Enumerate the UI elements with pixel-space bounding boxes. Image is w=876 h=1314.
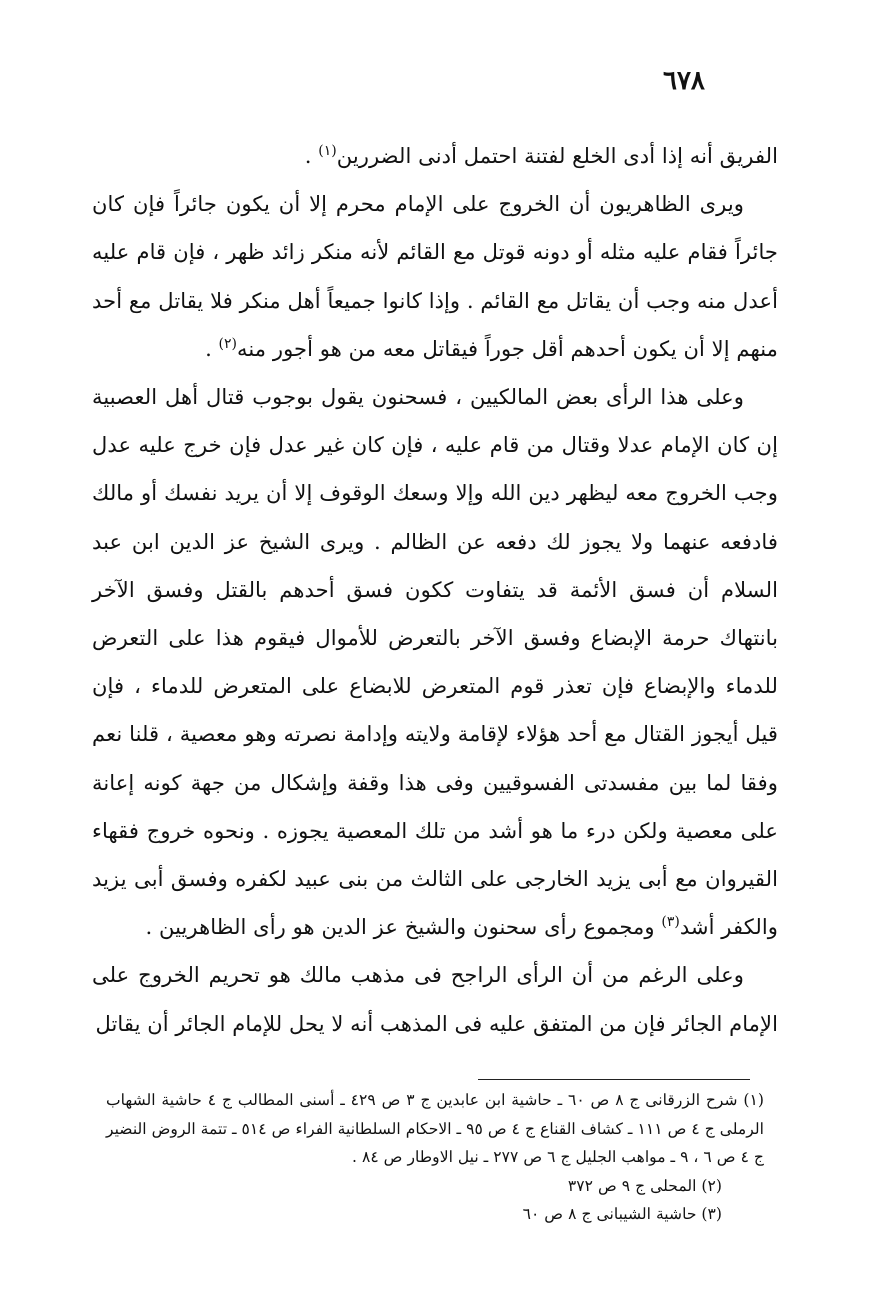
footnote-separator (478, 1079, 750, 1080)
paragraph-tail: . (205, 335, 219, 361)
paragraph (92, 951, 778, 1047)
paragraph-tail: ومجموع رأى سحنون والشيخ عز الدين هو رأى الظاهريين . (145, 914, 662, 940)
paragraph-text: وعلى هذا الرأى بعض المالكيين ، فسحنون يقول بوجوب قتال أهل العصبية إن كان الإمام عدلا وقتال من قام عليه ، فإن كان غير عدل فإن خرج عليه عدل وجب الخروج معه ليظهر دين الله وإلا وسعك الوقوف إلا أن يريد نفسك أو مالك فادفعه عنهما ولا يجوز لك دفعه عن الظالم . ويرى الشيخ عز الدين ابن عبد السلام أن فسق الأئمة قد يتفاوت ككون فسق أحدهم بالقتل وفسق الآخر بانتهاك حرمة الإبضاع وفسق الآخر بالتعرض للأموال فيقوم هذا على التعرض للدماء والإبضاع فإن تعذر قوم المتعرض للابضاع على المتعرض للدماء ، فإن قيل أيجوز القتال مع أحد هؤلاء لإقامة ولايته وإدامة نصرته وهو معصية ، قلنا نعم وفقا لما بين مفسدتى الفسوقيين وفى هذا وقفة وإشكال من جهة كونه إعانة على معصية ولكن درء ما هو أشد من تلك المعصية يجوزه . ونحوه خروج فقهاء القيروان مع أبى يزيد الخارجى على الثالث من بنى عبيد لكفره وفسق أبى يزيد والكفر أشد (92, 384, 778, 940)
paragraph-text: الفريق أنه إذا أدى الخلع لفتنة احتمل أدنى الضررين (336, 143, 778, 168)
footnote: (٣) حاشية الشيبانى ج ٨ ص ٦٠ (522, 1205, 722, 1224)
footnote-marker: (٢) (218, 335, 238, 352)
paragraph-text: وعلى الرغم من أن الرأى الراجح فى مذهب مالك هو تحريم الخروج على الإمام الجائر فإن من المتفق عليه فى المذهب أنه لا يحل للإمام الجائر أن يقاتل (92, 962, 778, 1036)
page-number: ٦٧٨ (663, 66, 705, 96)
paragraph (92, 180, 778, 373)
footnote-marker: (١) (318, 142, 337, 159)
footnotes (106, 1086, 764, 1229)
main-text (92, 132, 778, 1048)
paragraph (92, 373, 778, 951)
footnote-marker: (٣) (661, 914, 680, 931)
footnote: (١) شرح الزرقانى ج ٨ ص ٦٠ ـ حاشية ابن عابدين ج ٣ ص ٤٢٩ ـ أسنى المطالب ج ٤ حاشية الشهاب الرملى ج ٤ ص ١١١ ـ كشاف القناع ج ٤ ص ٩٥ ـ الاحكام السلطانية الفراء ص ٥١٤ ـ تتمة الروض النضير ج ٤ ص ٦ ، ٩ ـ مواهب الجليل ج ٦ ص ٢٧٧ ـ نيل الاوطار ص ٨٤ . (106, 1091, 764, 1167)
paragraph-tail: . (304, 143, 319, 168)
paragraph-text: ويرى الظاهريون أن الخروج على الإمام محرم إلا أن يكون جائراً فإن كان جائراً فقام عليه مثله أو دونه قوتل مع القائم لأنه منكر زائد ظهر ، فإن قام عليه أعدل منه وجب أن يقاتل مع القائم . وإذا كانوا جميعاً أهل منكر فلا يقاتل مع أحد منهم إلا أن يكون أحدهم أقل جوراً فيقاتل معه من هو أجور منه (92, 191, 778, 361)
paragraph (92, 132, 778, 180)
footnote: (٢) المحلى ج ٩ ص ٣٧٢ (567, 1176, 722, 1195)
